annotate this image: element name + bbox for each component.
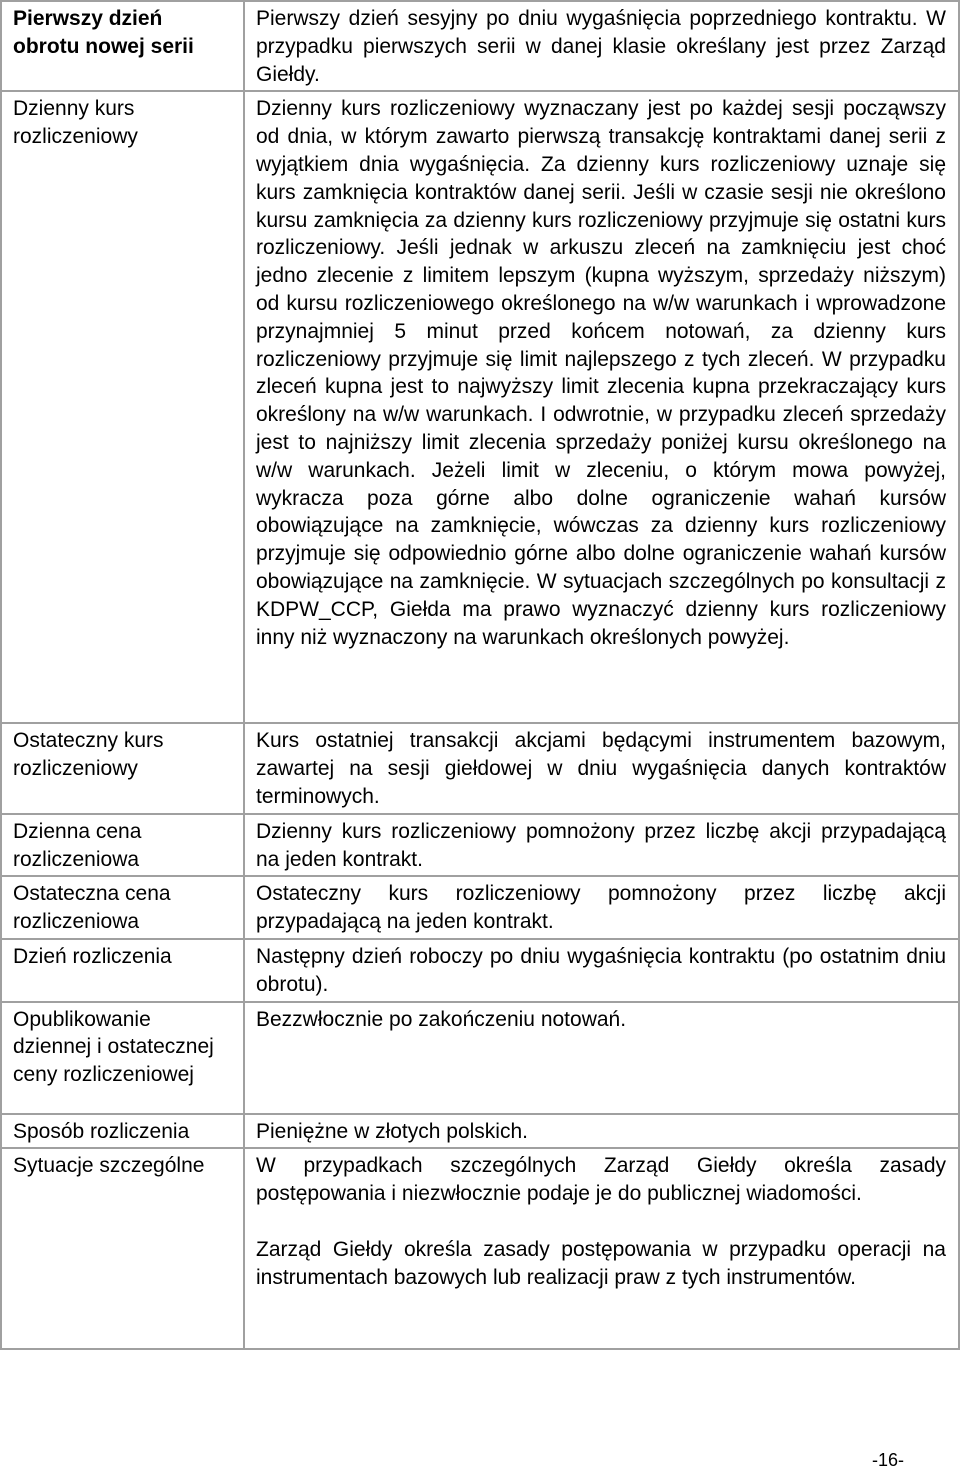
spec-description: [244, 1002, 959, 1114]
spec-description-paragraph: Ostateczny kurs rozliczeniowy pomnożony przez liczbę akcji przypadającą na jeden kontrakt.: [256, 882, 946, 934]
spec-row: [1, 1, 959, 91]
spec-description-paragraph: Dzienny kurs rozliczeniowy pomnożony przez liczbę akcji przypadającą na jeden kontrakt.: [256, 819, 946, 871]
spec-description: [244, 939, 959, 1002]
spec-row: [1, 1148, 959, 1349]
spec-description-paragraph: Pieniężne w złotych polskich.: [256, 1119, 528, 1143]
specification-table-body: [1, 1, 959, 1349]
spec-description: [244, 91, 959, 723]
spec-term: Sytuacje szczególne: [1, 1148, 244, 1349]
spec-description: [244, 876, 959, 939]
spec-description: [244, 1114, 959, 1149]
spec-description-paragraph: Następny dzień roboczy po dniu wygaśnięcia kontraktu (po ostatnim dniu obrotu).: [256, 944, 946, 996]
spec-description: [244, 1148, 959, 1349]
spec-row: [1, 91, 959, 723]
spec-description-paragraph: Pierwszy dzień sesyjny po dniu wygaśnięcia poprzedniego kontraktu. W przypadku pierwszych serii w danej klasie określany jest przez Zarząd Giełdy.: [256, 7, 946, 86]
page-number: -16-: [871, 1450, 904, 1470]
spec-description-paragraph: Bezzwłocznie po zakończeniu notowań.: [256, 1007, 627, 1031]
spec-row: [1, 939, 959, 1002]
spec-description-paragraph: Kurs ostatniej transakcji akcjami będącymi instrumentem bazowym, zawartej na sesji giełdowej w dniu wygaśnięcia danych kontraktów terminowych.: [256, 729, 946, 808]
spec-term: Dzienna cena rozliczeniowa: [1, 814, 244, 877]
spec-term: Ostateczna cena rozliczeniowa: [1, 876, 244, 939]
spec-row: [1, 1114, 959, 1149]
spec-row: [1, 876, 959, 939]
spec-description: [244, 723, 959, 813]
spec-description-paragraph: W przypadkach szczególnych Zarząd Giełdy określa zasady postępowania i niezwłocznie podaje je do publicznej wiadomości.: [256, 1154, 946, 1206]
spec-description: [244, 1, 959, 91]
spec-term: Opublikowanie dziennej i ostatecznej ceny rozliczeniowej: [1, 1002, 244, 1114]
spec-description-paragraph: Zarząd Giełdy określa zasady postępowania w przypadku operacji na instrumentach bazowych lub realizacji praw z tych instrumentów.: [256, 1237, 946, 1289]
spec-term: Pierwszy dzień obrotu nowej serii: [1, 1, 244, 91]
spec-description: [244, 814, 959, 877]
spec-row: [1, 723, 959, 813]
spec-term: Dzień rozliczenia: [1, 939, 244, 1002]
spec-row: [1, 1002, 959, 1114]
spec-term: Sposób rozliczenia: [1, 1114, 244, 1149]
spec-row: [1, 814, 959, 877]
spec-term: Dzienny kurs rozliczeniowy: [1, 91, 244, 723]
spec-description-paragraph: Dzienny kurs rozliczeniowy wyznaczany jest po każdej sesji począwszy od dnia, w którym zawarto pierwszą transakcję kontraktami danej serii z wyjątkiem dnia wygaśnięcia. Za dzienny kurs rozliczeniowy uznaje się kurs zamknięcia kontraktów danej serii. Jeśli w czasie sesji nie określono kursu zamknięcia za dzienny kurs rozliczeniowy przyjmuje się ostatni kurs rozliczeniowy. Jeśli jednak w arkuszu zleceń na zamknięciu jest choć jedno zlecenie z limitem lepszym (kupna wyższym, sprzedaży niższym) od kursu rozliczeniowego określonego na w/w warunkach i wprowadzone przynajmniej 5 minut przed końcem notowań, za dzienny kurs rozliczeniowy przyjmuje się limit najlepszego z tych zleceń. W przypadku zleceń kupna jest to najwyższy limit zlecenia kupna przekraczający kurs określony na w/w warunkach. I odwrotnie, w przypadku zleceń sprzedaży jest to najniższy limit zlecenia sprzedaży poniżej kursu określonego na w/w warunkach. Jeżeli limit w zleceniu, o którym mowa powyżej, wykracza poza górne albo dolne ograniczenie wahań kursów obowiązujące na zamknięcie, wówczas za dzienny kurs rozliczeniowy przyjmuje się odpowiednio górne albo dolne ograniczenie wahań kursów obowiązujące na zamknięcie. W sytuacjach szczególnych po konsultacji z KDPW_CCP, Giełda ma prawo wyznaczyć dzienny kurs rozliczeniowy inny niż wyznaczony na warunkach określonych powyżej.: [256, 97, 946, 649]
spec-term: Ostateczny kurs rozliczeniowy: [1, 723, 244, 813]
